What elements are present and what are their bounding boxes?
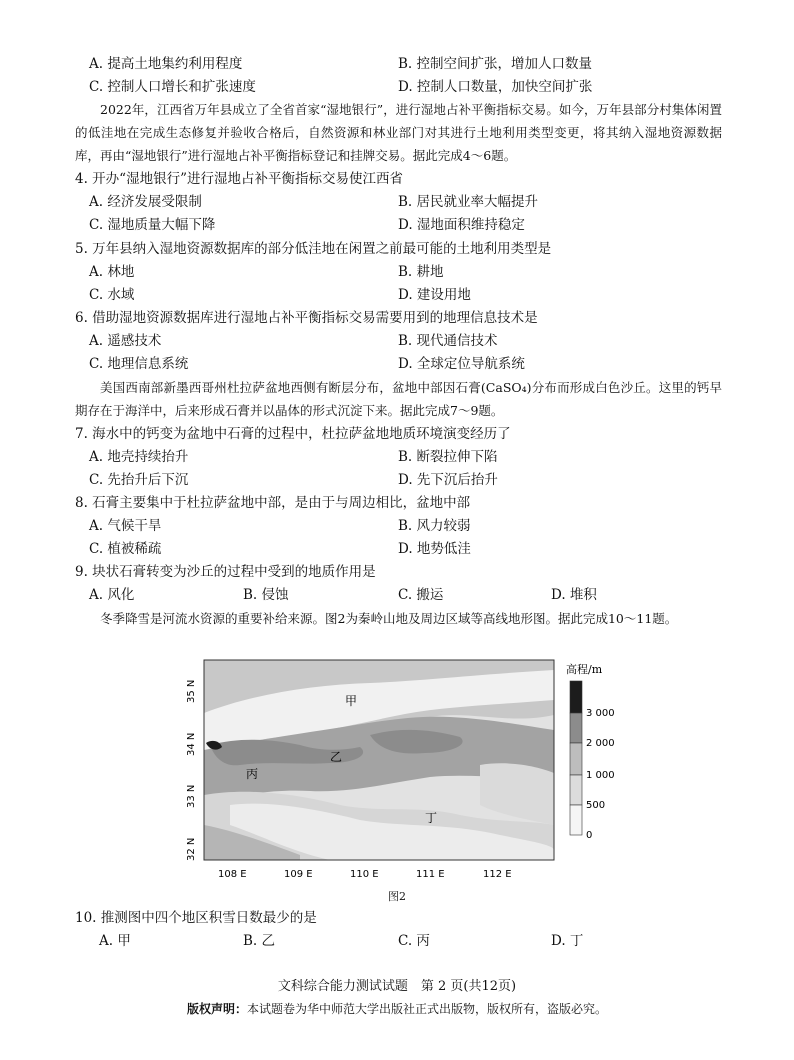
y-tick-35n: 35 N — [186, 679, 197, 703]
q8-stem: 8. 石膏主要集中于杜拉萨盆地中部，是由于与周边相比，盆地中部 — [75, 495, 471, 511]
q6-option-a: A. 遥感技术 — [89, 333, 162, 349]
copyright-notice — [0, 1000, 794, 1017]
q3-option-b: B. 控制空间扩张，增加人口数量 — [398, 56, 593, 72]
legend-label-2000: 2 000 — [586, 738, 615, 749]
x-tick-111e: 111 E — [416, 869, 445, 880]
figure-caption: 图2 — [388, 890, 406, 903]
x-tick-112e: 112 E — [483, 869, 512, 880]
q5-stem: 5. 万年县纳入湿地资源数据库的部分低洼地在闲置之前最可能的土地利用类型是 — [75, 241, 552, 257]
q7-option-b: B. 断裂拉伸下陷 — [398, 449, 498, 465]
copyright-text: 本试题卷为华中师范大学出版社正式出版物，版权所有，盗版必究。 — [247, 1002, 608, 1016]
q10-option-c: C. 丙 — [398, 933, 430, 949]
q8-option-a: A. 气候干旱 — [89, 518, 162, 534]
q10-option-d: D. 丁 — [551, 933, 584, 949]
q6-option-b: B. 现代通信技术 — [398, 333, 498, 349]
q9-option-b: B. 侵蚀 — [243, 587, 289, 603]
q10-option-b: B. 乙 — [243, 933, 276, 949]
q7-option-a: A. 地壳持续抬升 — [89, 449, 189, 465]
place-label-jia: 甲 — [345, 694, 358, 708]
q3-option-c: C. 控制人口增长和扩张速度 — [89, 79, 256, 95]
intro-4-6: 2022年，江西省万年县成立了全省首家“湿地银行”，进行湿地占补平衡指标交易。如今，万年县部分村集体闲置的低洼地在完成生态修复并验收合格后，自然资源和林业部门对其进行土地利用类型变更，将其纳入湿地资源数据库，再由“湿地银行”进行湿地占补平衡指标登记和挂牌交易。据此完成4～6题。 — [75, 102, 722, 163]
q6-option-d: D. 全球定位导航系统 — [398, 356, 525, 372]
place-label-bing: 丙 — [246, 767, 259, 781]
place-label-yi: 乙 — [330, 750, 343, 764]
legend-swatch-2000-3000 — [570, 713, 582, 743]
legend-label-0: 0 — [586, 830, 593, 841]
q3-option-a: A. 提高土地集约利用程度 — [89, 56, 243, 72]
q3-option-d: D. 控制人口数量，加快空间扩张 — [398, 79, 593, 95]
x-tick-108e: 108 E — [218, 869, 247, 880]
q9-option-c: C. 搬运 — [398, 587, 444, 603]
q10-stem: 10. 推测图中四个地区积雪日数最少的是 — [75, 910, 317, 926]
legend-label-1000: 1 000 — [586, 770, 615, 781]
q6-option-c: C. 地理信息系统 — [89, 356, 189, 372]
q9-option-a: A. 风化 — [89, 587, 135, 603]
q4-stem: 4. 开办“湿地银行”进行湿地占补平衡指标交易使江西省 — [75, 171, 403, 187]
q6-stem: 6. 借助湿地资源数据库进行湿地占补平衡指标交易需要用到的地理信息技术是 — [75, 310, 538, 326]
intro-10-11: 冬季降雪是河流水资源的重要补给来源。图2为秦岭山地及周边区域等高线地形图。据此完成10～11题。 — [100, 611, 678, 626]
y-tick-34n: 34 N — [186, 732, 197, 756]
topographic-map-figure — [170, 655, 620, 890]
legend-label-500: 500 — [586, 800, 606, 811]
legend-swatch-0-500 — [570, 805, 582, 835]
intro-7-9: 美国西南部新墨西哥州杜拉萨盆地西侧有断层分布，盆地中部因石膏(CaSO₄)分布而形成白色沙丘。这里的钙早期存在于海洋中，后来形成石膏并以晶体的形式沉淀下来。据此完成7～9题。 — [75, 380, 722, 418]
q7-option-c: C. 先抬升后下沉 — [89, 472, 189, 488]
q5-option-d: D. 建设用地 — [398, 287, 471, 303]
copyright-label: 版权声明： — [186, 1002, 247, 1016]
y-tick-33n: 33 N — [186, 784, 197, 808]
q9-option-d: D. 堆积 — [551, 587, 597, 603]
x-tick-109e: 109 E — [284, 869, 313, 880]
q5-option-c: C. 水域 — [89, 287, 135, 303]
legend-swatch-1000-2000 — [570, 743, 582, 775]
legend-label-3000: 3 000 — [586, 708, 615, 719]
legend-title: 高程/m — [566, 663, 603, 676]
x-tick-110e: 110 E — [350, 869, 379, 880]
map-terrain — [204, 660, 554, 860]
q4-option-a: A. 经济发展受限制 — [89, 194, 202, 210]
y-tick-32n: 32 N — [186, 837, 197, 861]
q7-option-d: D. 先下沉后抬升 — [398, 472, 498, 488]
q8-option-d: D. 地势低洼 — [398, 541, 471, 557]
place-label-ding: 丁 — [425, 811, 438, 825]
elevation-legend — [570, 681, 582, 835]
q4-option-b: B. 居民就业率大幅提升 — [398, 194, 539, 210]
q4-option-c: C. 湿地质量大幅下降 — [89, 217, 216, 233]
legend-swatch-500-1000 — [570, 775, 582, 805]
q7-stem: 7. 海水中的钙变为盆地中石膏的过程中，杜拉萨盆地地质环境演变经历了 — [75, 426, 511, 442]
q5-option-a: A. 林地 — [89, 264, 135, 280]
q4-option-d: D. 湿地面积维持稳定 — [398, 217, 525, 233]
q9-stem: 9. 块状石膏转变为沙丘的过程中受到的地质作用是 — [75, 564, 376, 580]
q5-option-b: B. 耕地 — [398, 264, 444, 280]
q8-option-b: B. 风力较弱 — [398, 518, 471, 534]
q10-option-a: A. 甲 — [99, 933, 131, 949]
q8-option-c: C. 植被稀疏 — [89, 541, 162, 557]
legend-swatch-above-3000 — [570, 681, 582, 713]
page-footer: 文科综合能力测试试题 第 2 页(共12页) — [277, 979, 517, 994]
